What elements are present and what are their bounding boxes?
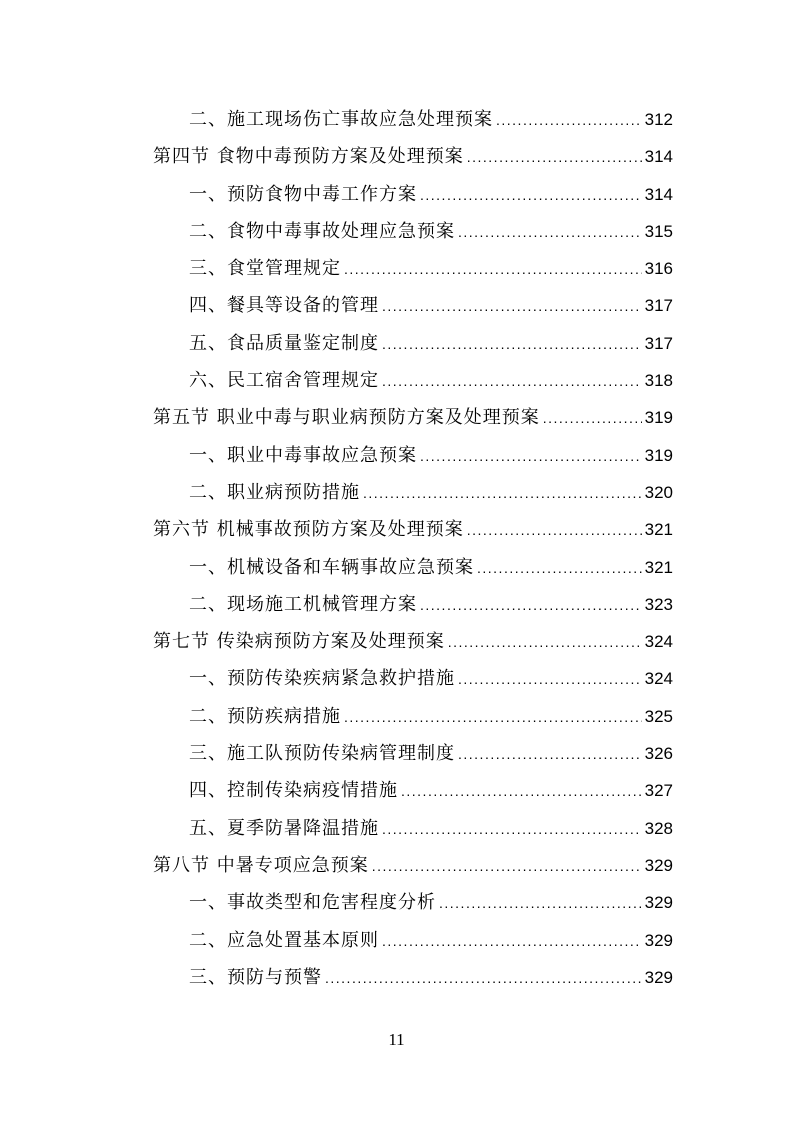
toc-entry[interactable] [153,362,673,399]
page-number: 11 [388,1030,405,1049]
toc-dot-leader [382,288,642,325]
toc-dot-leader [363,475,642,512]
toc-section-entry[interactable] [153,138,673,175]
toc-entry-page: 312 [644,110,673,129]
toc-entry-title: 二、预防疾病措施 [189,705,341,727]
toc-dot-leader [458,214,642,251]
toc-entry-title: 五、夏季防暑降温措施 [189,817,379,839]
toc-section-entry[interactable] [153,399,673,436]
toc-dot-leader [448,624,642,661]
toc-entry-page: 317 [644,333,673,353]
toc-entry-page: 325 [644,706,673,726]
toc-entry-page: 329 [644,967,673,987]
toc-entry-title: 一、事故类型和危害程度分析 [189,892,436,914]
toc-entry-page: 320 [644,482,673,502]
toc-entry[interactable] [153,660,673,697]
toc-entry-page: 323 [644,594,673,614]
toc-dot-leader [543,400,642,437]
toc-entry-page: 315 [644,221,673,241]
toc-entry-page: 327 [644,781,673,801]
toc-dot-leader [382,923,642,960]
toc-entry-title: 一、预防食物中毒工作方案 [189,183,417,205]
toc-entry-title: 第五节 职业中毒与职业病预防方案及处理预案 [153,407,540,429]
toc-entry[interactable] [153,586,673,623]
toc-entry[interactable] [153,101,673,138]
toc-dot-leader [344,251,642,288]
toc-entry-page: 317 [644,296,673,316]
toc-entry[interactable] [153,287,673,324]
toc-entry-page: 324 [644,632,673,652]
toc-entry[interactable] [153,437,673,474]
toc-entry-title: 三、施工队预防传染病管理制度 [189,743,455,765]
toc-entry[interactable] [153,772,673,809]
toc-dot-leader [325,960,642,997]
toc-section-entry[interactable] [153,847,673,884]
toc-entry-title: 第六节 机械事故预防方案及处理预案 [153,519,464,541]
toc-entry-title: 三、食堂管理规定 [189,258,341,280]
toc-dot-leader [372,848,642,885]
toc-entry-page: 321 [644,520,673,540]
toc-entry-page: 329 [644,930,673,950]
toc-entry-page: 314 [644,147,673,167]
toc-dot-leader [458,661,642,698]
toc-entry[interactable] [153,959,673,996]
table-of-contents [153,101,673,996]
toc-entry[interactable] [153,884,673,921]
toc-entry-title: 六、民工宿舍管理规定 [189,370,379,392]
toc-dot-leader [420,438,642,475]
toc-entry-page: 316 [644,259,673,279]
toc-dot-leader [477,550,642,587]
toc-entry-page: 324 [644,669,673,689]
toc-entry-title: 五、食品质量鉴定制度 [189,332,379,354]
toc-entry[interactable] [153,250,673,287]
toc-entry[interactable] [153,922,673,959]
toc-entry-page: 326 [644,744,673,764]
toc-dot-leader [439,885,642,922]
toc-entry-title: 二、施工现场伤亡事故应急处理预案 [189,109,493,130]
toc-entry-title: 第八节 中暑专项应急预案 [153,854,369,876]
toc-entry-title: 第四节 食物中毒预防方案及处理预案 [153,146,464,168]
toc-entry-page: 319 [644,445,673,465]
toc-entry-page: 319 [644,408,673,428]
toc-dot-leader [382,363,642,400]
toc-entry[interactable] [153,325,673,362]
toc-entry[interactable] [153,549,673,586]
toc-entry[interactable] [153,810,673,847]
toc-entry[interactable] [153,213,673,250]
toc-entry-title: 四、控制传染病疫情措施 [189,780,398,802]
toc-dot-leader [496,102,642,139]
toc-entry-title: 第七节 传染病预防方案及处理预案 [153,631,445,653]
toc-entry-title: 二、现场施工机械管理方案 [189,593,417,615]
toc-dot-leader [382,326,642,363]
toc-entry-title: 一、职业中毒事故应急预案 [189,444,417,466]
toc-entry-page: 318 [644,371,673,391]
toc-section-entry[interactable] [153,511,673,548]
toc-entry-page: 314 [644,184,673,204]
toc-section-entry[interactable] [153,623,673,660]
toc-entry-page: 328 [644,818,673,838]
toc-dot-leader [344,699,642,736]
toc-dot-leader [420,587,642,624]
toc-entry[interactable] [153,176,673,213]
toc-entry-page: 329 [644,855,673,875]
toc-entry-title: 一、机械设备和车辆事故应急预案 [189,556,474,578]
toc-entry-title: 四、餐具等设备的管理 [189,295,379,317]
toc-entry-page: 329 [644,893,673,913]
toc-entry[interactable] [153,698,673,735]
toc-entry-title: 二、应急处置基本原则 [189,929,379,951]
toc-dot-leader [467,512,642,549]
toc-dot-leader [420,177,642,214]
toc-dot-leader [401,773,642,810]
toc-entry-title: 二、职业病预防措施 [189,481,360,503]
toc-dot-leader [467,139,642,176]
toc-entry[interactable] [153,735,673,772]
toc-entry[interactable] [153,474,673,511]
toc-entry-title: 三、预防与预警 [189,966,322,988]
toc-entry-page: 321 [644,557,673,577]
toc-dot-leader [458,736,642,773]
toc-entry-title: 一、预防传染疾病紧急救护措施 [189,668,455,690]
toc-dot-leader [382,811,642,848]
toc-entry-title: 二、食物中毒事故处理应急预案 [189,220,455,242]
